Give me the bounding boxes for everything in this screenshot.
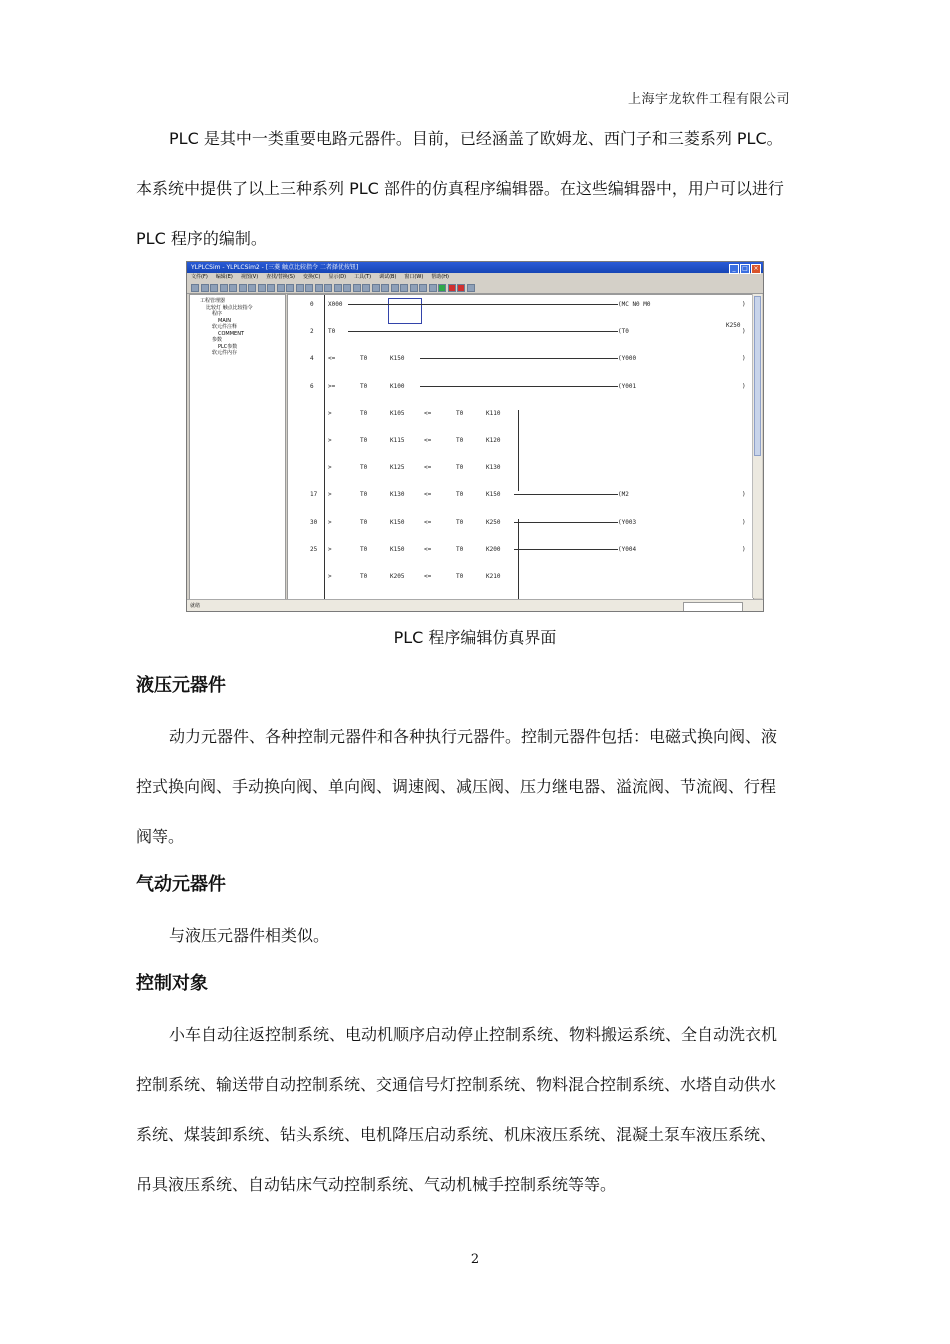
tree-item[interactable]: 参数 [212, 337, 223, 343]
cursor-box [388, 298, 422, 324]
rung-line [514, 549, 618, 550]
ladder-operand: > [328, 437, 332, 444]
ladder-operand: T0 [456, 464, 464, 472]
output-coil: (Y004 [618, 545, 637, 553]
toolbar-button-icon[interactable] [419, 284, 427, 292]
ladder-operand: T0 [328, 328, 336, 336]
toolbar-button-icon[interactable] [372, 284, 380, 292]
output-coil: (Y000 [618, 355, 637, 363]
maximize-icon: □ [740, 264, 750, 274]
rung-line [514, 494, 618, 495]
toolbar-button-icon[interactable] [343, 284, 351, 292]
status-bar [187, 599, 763, 611]
ladder-operand: T0 [360, 545, 368, 553]
toolbar-button-icon[interactable] [258, 284, 266, 292]
ladder-operand: T0 [360, 355, 368, 363]
toolbar [187, 282, 763, 294]
intro-line-3: PLC 程序的编制。 [136, 229, 267, 248]
toolbar-button-icon[interactable] [210, 284, 218, 292]
ladder-operand: > [328, 518, 332, 526]
output-coil: (M2 [618, 491, 629, 499]
ladder-operand: T0 [456, 573, 464, 580]
rung-line [514, 522, 618, 523]
ladder-operand: K125 [390, 464, 405, 472]
toolbar-button-icon[interactable] [400, 284, 408, 292]
ladder-operand: > [328, 464, 332, 472]
ladder-operand: <= [424, 464, 432, 472]
step-number: 17 [310, 491, 318, 499]
tree-item[interactable]: MAIN [218, 317, 231, 324]
page-number: 2 [470, 1252, 480, 1267]
ladder-operand: > [328, 409, 332, 417]
ladder-operand: K150 [486, 491, 501, 499]
window-title-text: YLPLCSim - YLPLCSim2 - [三菱 触点比较指令 二者择优按钮] [191, 264, 359, 271]
ladder-operand: X000 [328, 301, 343, 308]
pneumatic-line-1: 与液压元器件相类似。 [169, 926, 330, 945]
menu-item[interactable]: 帮助(H) [431, 274, 449, 280]
tree-item[interactable]: COMMENT [218, 330, 245, 337]
ladder-operand: > [328, 545, 332, 553]
close-icon: × [751, 264, 761, 274]
step-number: 6 [310, 382, 314, 390]
ladder-operand: <= [424, 409, 432, 417]
ladder-operand: T0 [456, 518, 464, 526]
ladder-operand: K130 [390, 491, 405, 499]
ladder-operand: K150 [390, 518, 405, 526]
ladder-operand: T0 [360, 518, 368, 526]
ladder-operand: > [328, 491, 332, 499]
control-line-3: 系统、煤装卸系统、钻头系统、电机降压启动系统、机床液压系统、混凝土泵车液压系统、 [136, 1125, 777, 1144]
ladder-operand: <= [328, 355, 336, 363]
ladder-operand: T0 [456, 491, 464, 499]
ladder-operand: > [328, 573, 332, 580]
tree-item[interactable]: 工程管理器 [200, 298, 226, 304]
heading-control-objects: 控制对象 [136, 973, 208, 994]
menu-item[interactable]: 编辑(E) [215, 274, 233, 280]
menu-item[interactable]: 窗口(W) [404, 274, 424, 280]
toolbar-button-icon[interactable] [391, 284, 399, 292]
step-number: 4 [310, 355, 314, 363]
ladder-operand: K120 [486, 437, 501, 444]
ladder-operand: K105 [390, 409, 405, 417]
rung-line [420, 358, 618, 359]
coil-close: ) [742, 545, 746, 553]
menu-item[interactable]: 调试(B) [379, 274, 397, 280]
timer-constant: K250 [726, 322, 741, 330]
plc-editor-screenshot [186, 261, 764, 612]
ladder-operand: <= [424, 573, 432, 580]
step-number: 2 [310, 328, 314, 336]
rung-line [420, 386, 618, 387]
tree-item[interactable]: 软元件内存 [212, 350, 238, 356]
control-line-4: 吊具液压系统、自动钻床气动控制系统、气动机械手控制系统等等。 [136, 1175, 617, 1194]
coil-close: ) [742, 518, 746, 526]
toolbar-button-icon[interactable] [315, 284, 323, 292]
step-number: 30 [310, 518, 318, 526]
ladder-operand: T0 [360, 437, 368, 444]
hydraulic-line-3: 阀等。 [136, 827, 185, 846]
tree-item[interactable]: 软元件注释 [212, 324, 238, 330]
left-power-rail [324, 295, 325, 599]
ladder-operand: T0 [360, 409, 368, 417]
output-coil: (Y001 [618, 382, 637, 390]
menu-item[interactable]: 文件(F) [191, 274, 208, 280]
ladder-operand: K250 [486, 518, 501, 526]
ladder-operand: <= [424, 518, 432, 526]
toolbar-button-icon[interactable] [362, 284, 370, 292]
ladder-operand: <= [424, 437, 432, 444]
branch-line [518, 410, 519, 492]
toolbar-button-icon[interactable] [305, 284, 313, 292]
toolbar-button-icon[interactable] [229, 284, 237, 292]
ladder-operand: K130 [486, 464, 501, 472]
window-title [187, 262, 763, 273]
control-line-1: 小车自动往返控制系统、电动机顺序启动停止控制系统、物料搬运系统、全自动洗衣机 [169, 1025, 778, 1044]
vertical-scrollbar [752, 294, 762, 598]
toolbar-button-icon[interactable] [191, 284, 199, 292]
menu-item[interactable]: 查找/替换(S) [266, 274, 295, 280]
toolbar-button-icon[interactable] [248, 284, 256, 292]
ladder-diagram [287, 294, 754, 600]
coil-close: ) [742, 491, 746, 499]
rung-line [348, 304, 618, 305]
ladder-operand: T0 [456, 409, 464, 417]
ladder-operand: >= [328, 382, 336, 390]
ladder-operand: K210 [486, 573, 501, 580]
toolbar-button-icon[interactable] [220, 284, 228, 292]
toolbar-button-icon[interactable] [277, 284, 285, 292]
scroll-thumb [754, 296, 761, 456]
ladder-operand: T0 [360, 491, 368, 499]
toolbar-button-icon[interactable] [410, 284, 418, 292]
step-number: 0 [310, 301, 314, 308]
ladder-operand: <= [424, 491, 432, 499]
minimize-icon: _ [729, 264, 739, 274]
toolbar-button-icon[interactable] [457, 284, 465, 292]
toolbar-button-icon[interactable] [324, 284, 332, 292]
ladder-operand: T0 [360, 382, 368, 390]
page-header-company: 上海宇龙软件工程有限公司 [628, 92, 791, 107]
ladder-operand: T0 [456, 545, 464, 553]
toolbar-button-icon[interactable] [353, 284, 361, 292]
rung-line [348, 331, 618, 332]
project-tree [189, 294, 286, 600]
ladder-operand: K150 [390, 545, 405, 553]
toolbar-button-icon[interactable] [334, 284, 342, 292]
toolbar-button-icon[interactable] [286, 284, 294, 292]
toolbar-button-icon[interactable] [429, 284, 437, 292]
coil-close: ) [742, 301, 746, 308]
ladder-operand: K115 [390, 437, 405, 444]
heading-hydraulic: 液压元器件 [136, 675, 226, 696]
tree-item[interactable]: PLC参数 [218, 343, 238, 350]
toolbar-button-icon[interactable] [267, 284, 275, 292]
coil-close: ) [742, 382, 746, 390]
control-line-2: 控制系统、输送带自动控制系统、交通信号灯控制系统、物料混合控制系统、水塔自动供水 [136, 1075, 777, 1094]
branch-line [518, 519, 519, 600]
toolbar-button-icon[interactable] [381, 284, 389, 292]
ladder-operand: K110 [486, 409, 501, 417]
output-coil: (T0 [618, 328, 629, 336]
step-number: 25 [310, 545, 318, 553]
ladder-operand: <= [424, 545, 432, 553]
toolbar-button-icon[interactable] [296, 284, 304, 292]
toolbar-button-icon[interactable] [239, 284, 247, 292]
ladder-operand: K100 [390, 382, 405, 390]
intro-line-1: PLC 是其中一类重要电路元器件。目前，已经涵盖了欧姆龙、西门子和三菱系列 PLC。 [169, 129, 783, 148]
menu-bar [187, 273, 763, 282]
menu-item[interactable]: 视图(V) [240, 274, 259, 280]
toolbar-button-icon[interactable] [438, 284, 446, 292]
toolbar-button-icon[interactable] [467, 284, 475, 292]
tree-item[interactable]: 比较灯 触点比较指令 [206, 304, 253, 311]
output-coil: (Y003 [618, 518, 637, 526]
menu-item[interactable]: 工具(T) [354, 274, 372, 280]
output-coil: (MC N0 M0 [618, 301, 651, 308]
toolbar-button-icon[interactable] [201, 284, 209, 292]
ladder-operand: T0 [360, 464, 368, 472]
figure-caption: PLC 程序编辑仿真界面 [393, 628, 557, 647]
ladder-operand: K205 [390, 573, 405, 580]
hydraulic-line-2: 控式换向阀、手动换向阀、单向阀、调速阀、减压阀、压力继电器、溢流阀、节流阀、行程 [136, 777, 777, 796]
hydraulic-line-1: 动力元器件、各种控制元器件和各种执行元器件。控制元器件包括：电磁式换向阀、液 [169, 727, 778, 746]
ladder-operand: T0 [360, 573, 368, 580]
tree-item[interactable]: 程序 [212, 311, 223, 317]
intro-line-2: 本系统中提供了以上三种系列 PLC 部件的仿真程序编辑器。在这些编辑器中，用户可以进行 [136, 179, 784, 198]
ime-tray [683, 602, 743, 612]
ladder-operand: K200 [486, 545, 501, 553]
toolbar-button-icon[interactable] [448, 284, 456, 292]
ladder-operand: T0 [456, 437, 464, 444]
menu-item[interactable]: 变换(C) [302, 274, 321, 280]
heading-pneumatic: 气动元器件 [136, 874, 226, 895]
menu-item[interactable]: 显示(D) [328, 274, 347, 280]
ladder-operand: K150 [390, 355, 405, 363]
coil-close: ) [742, 355, 746, 363]
coil-close: ) [742, 328, 746, 336]
status-text: 就绪 [190, 603, 201, 609]
